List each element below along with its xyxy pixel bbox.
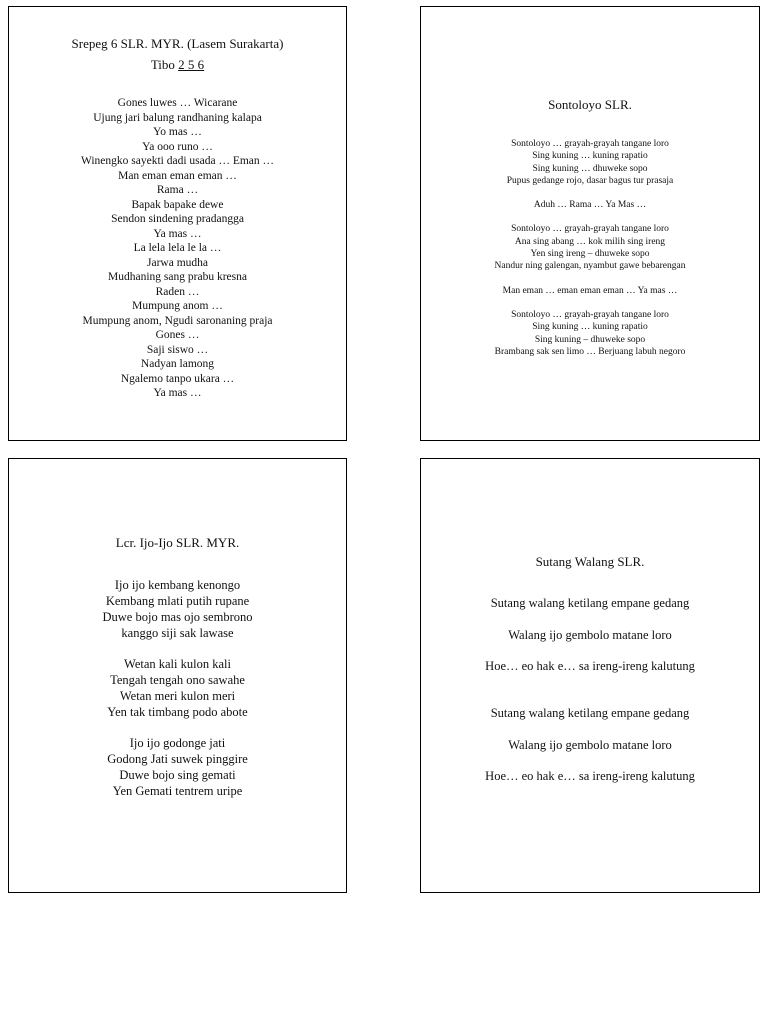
card-title: Sutang Walang SLR. bbox=[535, 554, 645, 569]
lyric-line: kanggo siji sak lawase bbox=[121, 626, 234, 640]
lyric-line: Ana sing abang … kok milih sing ireng bbox=[514, 236, 666, 247]
lyric-line: Walang ijo gembolo matane loro bbox=[508, 737, 672, 752]
subtitle-underlined: 2 5 6 bbox=[178, 57, 205, 72]
lyric-stanza bbox=[9, 656, 346, 720]
lyric-line: Sutang walang ketilang empane gedang bbox=[490, 706, 690, 720]
lyric-line: Rama … bbox=[156, 184, 199, 196]
lyric-card-sontoloyo bbox=[420, 6, 760, 441]
lyric-line: Mudhaning sang prabu kresna bbox=[108, 271, 247, 283]
lyric-line: Wetan kali kulon kali bbox=[124, 657, 231, 671]
lyric-line: Hoe… eo hak e… sa ireng-ireng kalutung bbox=[485, 769, 695, 783]
lyric-line: Walang ijo gembolo matane loro bbox=[508, 627, 672, 642]
lyric-line: Ya mas … bbox=[153, 387, 202, 399]
lyric-group bbox=[421, 705, 759, 784]
card-title: Lcr. Ijo-Ijo SLR. MYR. bbox=[115, 535, 240, 550]
card-title: Srepeg 6 SLR. MYR. (Lasem Surakarta) bbox=[71, 36, 284, 51]
lyrics-body bbox=[421, 138, 759, 358]
lyric-line: Mumpung anom, Ngudi saronaning praja bbox=[82, 314, 273, 327]
lyric-line: Yen sing ireng – dhuweke sopo bbox=[530, 249, 650, 260]
lyric-line: Man eman … eman eman eman … Ya mas … bbox=[502, 285, 678, 296]
lyric-line: Sing kuning … kuning rapatio bbox=[532, 151, 648, 162]
lyric-line: Bapak bapake dewe bbox=[131, 198, 224, 211]
lyric-line: Ya ooo runo … bbox=[142, 140, 213, 153]
lyric-line: Nandur ning galengan, nyambut gawe bebarengan bbox=[494, 261, 686, 272]
card-title: Sontoloyo SLR. bbox=[548, 97, 632, 112]
lyric-line: Sing kuning … dhuweke sopo bbox=[532, 163, 648, 174]
lyric-line: Yen tak timbang podo abote bbox=[107, 705, 248, 719]
lyric-line: Jarwa mudha bbox=[147, 256, 208, 269]
subtitle-prefix: Tibo bbox=[150, 57, 179, 72]
lyric-stanza bbox=[421, 199, 759, 211]
lyrics-body bbox=[421, 595, 759, 784]
lyric-line: Nadyan lamong bbox=[140, 358, 215, 370]
lyric-line: Godong Jati suwek pinggire bbox=[107, 752, 248, 766]
card-subtitle bbox=[9, 52, 346, 73]
lyric-stanza bbox=[421, 223, 759, 272]
lyric-stanza bbox=[9, 735, 346, 799]
lyric-line: La lela lela le la … bbox=[133, 242, 222, 254]
lyric-line: Ya mas … bbox=[153, 227, 202, 240]
lyric-stanza bbox=[9, 577, 346, 641]
lyric-line: Wetan meri kulon meri bbox=[119, 689, 236, 703]
lyric-line: Pupus gedange rojo, dasar bagus tur prasaja bbox=[506, 175, 674, 186]
lyric-line: Sutang walang ketilang empane gedang bbox=[490, 596, 690, 610]
lyrics-body bbox=[9, 577, 346, 799]
lyric-line: Hoe… eo hak e… sa ireng-ireng kalutung bbox=[485, 659, 695, 673]
lyrics-body bbox=[9, 96, 346, 401]
lyric-line: Raden … bbox=[155, 285, 200, 298]
lyric-line: Ujung jari balung randhaning kalapa bbox=[93, 111, 262, 124]
lyric-line: Duwe bojo mas ojo sembrono bbox=[102, 610, 253, 624]
lyric-line: Sontoloyo … grayah-grayah tangane loro bbox=[511, 309, 669, 320]
lyric-stanza bbox=[421, 138, 759, 187]
lyric-line: Sing kuning … kuning rapatio bbox=[532, 322, 648, 333]
lyric-line: Mumpung anom … bbox=[132, 300, 223, 312]
lyric-line: Sendon sindening pradangga bbox=[111, 213, 244, 225]
lyric-line: Ijo ijo kembang kenongo bbox=[114, 578, 241, 592]
lyric-line: Saji siswo … bbox=[146, 343, 209, 356]
lyric-group bbox=[421, 595, 759, 674]
lyric-line: Yo mas … bbox=[153, 126, 202, 138]
lyric-line: Sontoloyo … grayah-grayah tangane loro bbox=[511, 224, 669, 235]
lyric-line: Tengah tengah ono sawahe bbox=[110, 673, 245, 687]
lyric-line: Ngalemo tanpo ukara … bbox=[120, 372, 235, 385]
lyric-stanza bbox=[421, 309, 759, 358]
lyric-line: Ijo ijo godonge jati bbox=[129, 736, 226, 750]
lyric-line: Sontoloyo … grayah-grayah tangane loro bbox=[511, 139, 669, 149]
lyric-line: Brambang sak sen limo … Berjuang labuh negoro bbox=[494, 346, 686, 357]
lyric-line: Sing kuning – dhuweke sopo bbox=[534, 334, 646, 345]
lyric-line: Duwe bojo sing gemati bbox=[119, 768, 236, 782]
lyric-card-sutang-walang bbox=[420, 458, 760, 893]
lyric-card-ijo-ijo bbox=[8, 458, 347, 893]
lyric-line: Kembang mlati putih rupane bbox=[105, 594, 250, 608]
lyric-line: Yen Gemati tentrem uripe bbox=[112, 784, 243, 798]
lyric-card-srepeg bbox=[8, 6, 347, 441]
lyric-line: Gones luwes … Wicarane bbox=[117, 97, 238, 109]
lyric-line: Man eman eman eman … bbox=[118, 169, 237, 182]
lyric-line: Aduh … Rama … Ya Mas … bbox=[533, 200, 647, 211]
lyric-line: Gones … bbox=[155, 329, 200, 341]
lyric-stanza bbox=[421, 285, 759, 297]
lyric-line: Winengko sayekti dadi usada … Eman … bbox=[80, 155, 275, 167]
